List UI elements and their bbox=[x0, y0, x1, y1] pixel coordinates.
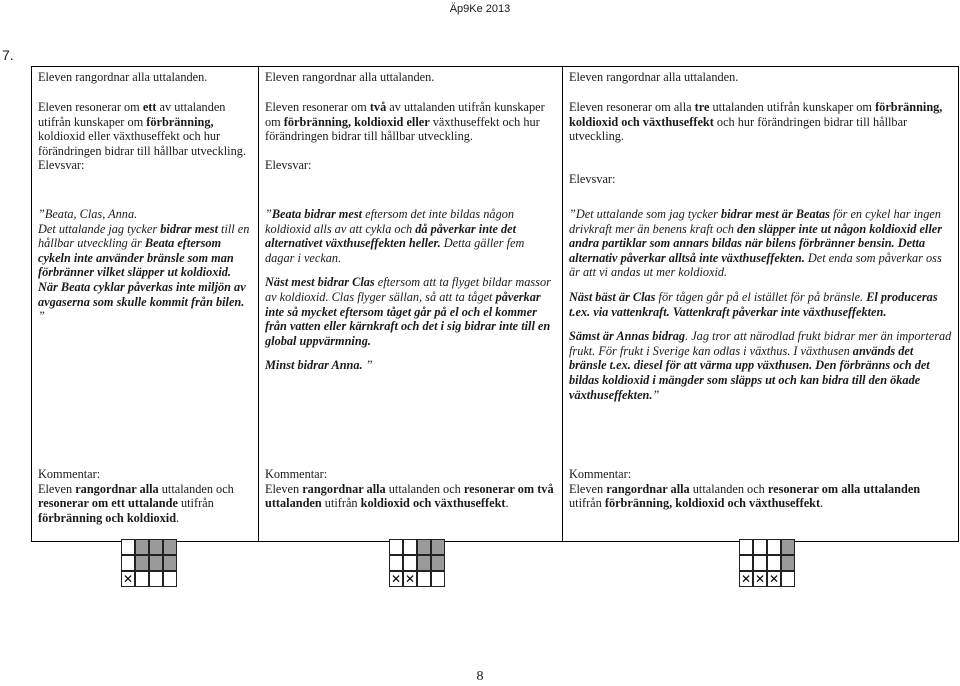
mark-x-icon bbox=[121, 571, 135, 587]
comment bbox=[265, 467, 556, 511]
level-text: Eleven rangordnar alla uttalanden. bbox=[569, 70, 739, 84]
level-description: Eleven resonerar om ett av uttalanden utifrån kunskaper om förbränning, koldioxid eller växthuseffekt och hur förändringen bidrar till hållbar utveckling. Elevsvar: bbox=[38, 100, 252, 173]
column-level-2 bbox=[259, 67, 563, 541]
kommentar-label: Kommentar: bbox=[38, 467, 101, 481]
level-text: Eleven rangordnar alla uttalanden. bbox=[265, 70, 435, 84]
elevsvar-label: Elevsvar: bbox=[38, 158, 85, 173]
comment bbox=[569, 467, 952, 511]
column-level-3 bbox=[563, 67, 958, 541]
kommentar-text: Eleven rangordnar alla uttalanden och resonerar om två uttalanden utifrån koldioxid och växthuseffekt. bbox=[265, 481, 554, 511]
kommentar-label: Kommentar: bbox=[569, 467, 632, 481]
page-number: 8 bbox=[476, 669, 484, 684]
kommentar-text: Eleven rangordnar alla uttalanden och resonerar om alla uttalanden utifrån förbränning, koldioxid och växthuseffekt. bbox=[569, 481, 921, 511]
level-text: Eleven rangordnar alla uttalanden. bbox=[38, 70, 208, 84]
score-grid-1 bbox=[122, 540, 178, 588]
level-description: Eleven resonerar om två av uttalanden utifrån kunskaper om förbränning, koldioxid eller växthuseffekt och hur förändringen bidrar till hållbar utveckling. Elevsvar: bbox=[265, 100, 556, 172]
score-grid-3 bbox=[740, 540, 796, 588]
student-answer: ”Beata bidrar mest eftersom det inte bildas någon koldioxid alls av att cykla och då påverkar inte det alternativet växthuseffekten heller. Detta gäller fem dagar i veckan. Näst mest bidrar Clas eftersom att ta flyget bildar massor av koldioxid. Clas flyger sällan, så att ta tåget påverkar inte så mycket eftersom tåget går på el och el kommer från vatten eller kärnkraft och det i sig bidrar inte till en global uppvärmning. Minst bidrar Anna. ” bbox=[265, 207, 551, 373]
elevsvar-label: Elevsvar: bbox=[569, 171, 616, 186]
level-description: Eleven resonerar om alla tre uttalanden utifrån kunskaper om förbränning, koldioxid och växthuseffekt och hur förändringen bidrar till hållbar utveckling. Elevsvar: bbox=[569, 100, 952, 186]
mark-x-icon bbox=[753, 571, 767, 587]
score-grid-2 bbox=[390, 540, 446, 588]
page-header: Äp9Ke 2013 bbox=[449, 3, 511, 15]
column-level-1 bbox=[32, 67, 259, 541]
mark-x-icon bbox=[403, 571, 417, 587]
question-number: 7. bbox=[2, 47, 14, 63]
kommentar-label: Kommentar: bbox=[265, 467, 328, 481]
assessment-table bbox=[31, 66, 959, 542]
mark-x-icon bbox=[739, 571, 753, 587]
student-answer: ”Beata, Clas, Anna. Det uttalande jag tycker bidrar mest till en hållbar utveckling är Beata eftersom cykeln inte använder bränsle som man förbränner vilket släpper ut koldioxid. När Beata cyklar påverkas inte miljön av avgaserna som skulle kommit från bilen. ” bbox=[38, 207, 250, 324]
mark-x-icon bbox=[767, 571, 781, 587]
elevsvar-label: Elevsvar: bbox=[265, 157, 312, 172]
comment bbox=[38, 467, 252, 525]
student-answer: ”Det uttalande som jag tycker bidrar mest är Beatas för en cykel har ingen drivkraft mer än benens kraft och den släpper inte ut någon koldioxid eller andra partiklar som annars bildas när bilens förbränner bensin. Detta alternativ påverkar alltså inte växthuseffekten. Det enda som påverkar oss är att vi andas ut mer koldioxid. Näst bäst är Clas för tågen går på el istället för på bränsle. El produceras t.ex. via vattenkraft. Vattenkraft påverkar inte växthuseffekten. Sämst är Annas bidrag. Jag tror att närodlad frukt bidrar mer än importerad frukt. För frukt i Sverige kan odlas i växthus. I växthusen används det bränsle t.ex. diesel för att värma upp växthusen. Den förbränns och det bildas koldioxid i mängder som släpps ut och kan bidra till den ökade växthuseffekten.” bbox=[569, 207, 952, 402]
mark-x-icon bbox=[389, 571, 403, 587]
kommentar-text: Eleven rangordnar alla uttalanden och resonerar om ett uttalande utifrån förbränning och koldioxid. bbox=[38, 481, 234, 525]
